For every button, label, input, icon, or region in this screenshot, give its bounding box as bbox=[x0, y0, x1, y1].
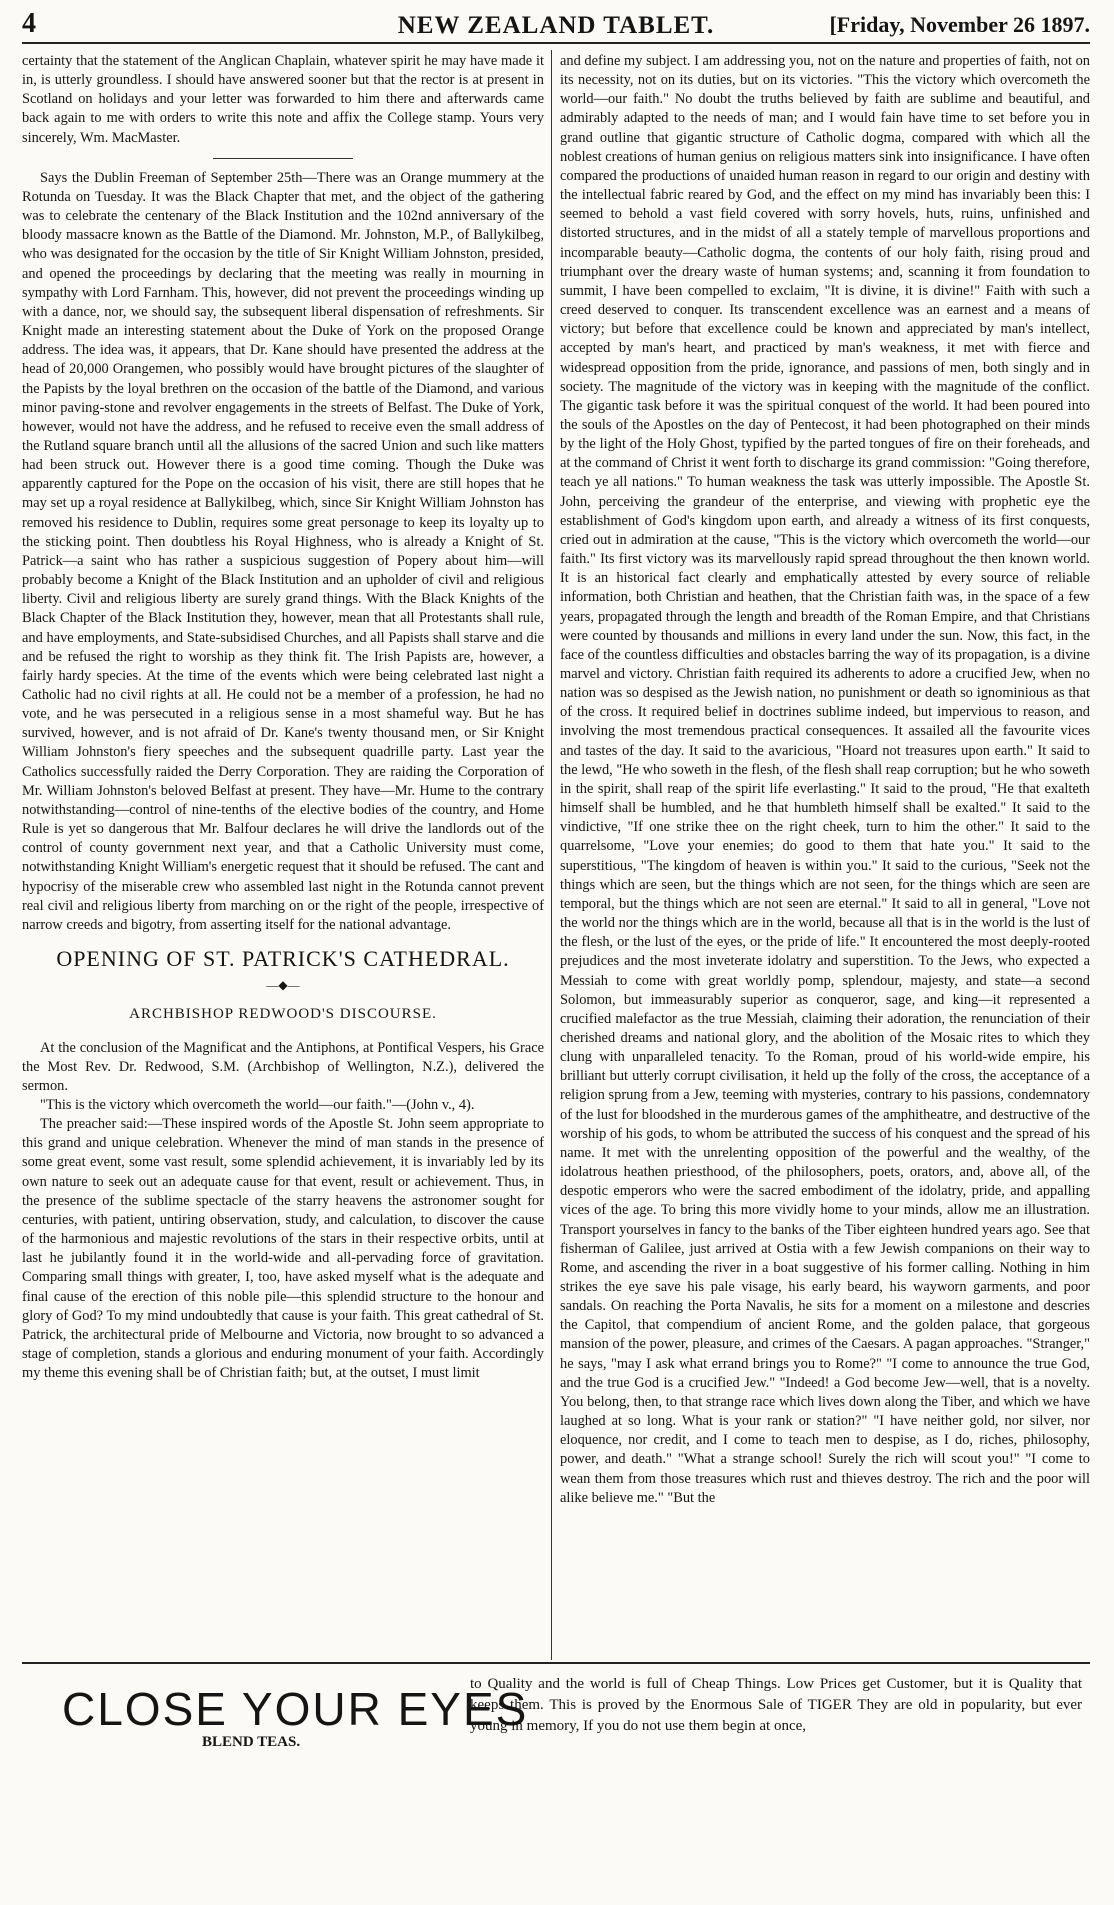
page-number: 4 bbox=[22, 8, 36, 39]
sermon-intro-paragraph: At the conclusion of the Magnificat and the Antiphons, at Pontifical Vespers, his Grace the Most Rev. Dr. Redwood, S.M. (Archbishop of Wellington, N.Z.), delivered the sermon. bbox=[22, 1039, 544, 1094]
sermon-text-quote: "This is the victory which overcometh the world—our faith."—(John v., 4). bbox=[40, 1096, 475, 1113]
ornament-divider: —◆— bbox=[266, 978, 300, 993]
ad-headline: CLOSE YOUR EYES bbox=[62, 1683, 529, 1735]
ad-body-text: to Quality and the world is full of Cheap Things. Low Prices get Customer, but it is Quality that keeps them. This is proved by the Enormous Sale of TIGER They are old in popularity, but ever young in memory, If you do not use them begin at once, bbox=[470, 1676, 1082, 1734]
right-column bbox=[560, 52, 1090, 1657]
separator-rule bbox=[213, 158, 353, 159]
left-column bbox=[22, 52, 544, 1657]
section-subheading: ARCHBISHOP REDWOOD'S DISCOURSE. bbox=[129, 1006, 437, 1023]
sermon-continued-paragraph: and define my subject. I am addressing you, not on the nature and properties of faith, not on its necessity, not on its duties, but on its victories. "This the victory which overcometh the world—our faith." No doubt the truths believed by faith are sublime and beautiful, and admirably adapted to the needs of man; and I would fain have time to set before you in grand outline that gigantic structure of Catholic dogma, compared with which all the noblest creations of human genius on religious matters sink into insignificance. I have often compared the productions of unaided human reason in regard to our origin and destiny with the intellectual fabric reared by God, and the effect on my mind has invariably been this: I seemed to behold a vast field covered with sorry hovels, huts, ruins, unfinished and distorted structures, and in the midst of all a stately temple of marvellous proportions and incomparable beauty—Catholic dogma, the contents of our holy faith, rising proud and triumphant over the dreary waste of human systems; and, scanning it from foundation to summit, I have been compelled to exclaim, "It is divine, it is divine!" Faith with such a creed deserved to conquer. Its transcendent excellence was an earnest and a means of victory; but before that excellence could be known and appreciated by man's intellect, accepted by man's heart, and practiced by man's weakness, it met with fierce and widespread opposition from the pride, ignorance, and passions of men, both singly and in society. The magnitude of the victory was in keeping with the magnitude of the conflict. The gigantic task before it was the spiritual conquest of the world. It had been poured into the souls of the Apostles on the day of Pentecost, it had been photographed on their minds by the light of the Holy Ghost, typified by the parted tongues of fire on their foreheads, and at the command of Christ it went forth to discharge its grand commission: "Going therefore, teach ye all nations." To human weakness the task was utterly impossible. The Apostle St. John, perceiving the grandeur of the enterprise, and viewing with prophetic eye the establishment of God's kingdom upon earth, and already a witness of its first conquests, cried out in admiration at the cause, "This is the victory which overcometh the world—our faith." Its first victory was its marvellously rapid spread throughout the then known world. It is an historical fact clearly and emphatically attested by every source of reliable information, both Christian and heathen, that the Christian faith was, in the space of a few years, propagated through the length and breadth of the Roman Empire, and that Christians were counted by thousands and millions in every land under the sun. Now, this fact, in the face of the countless difficulties and obstacles barring the way of its propagation, is a divine marvel and victory. Christian faith required its adherents to adore a crucified Jew, when no nation was so despised as the Jewish nation, no punishment or death so ignominious as that of the cross. It required belief in doctrines sublime indeed, but impervious to reason, and involving the most tremendous practical consequences. It assailed all the favourite vices and tastes of the day. It said to the avaricious, "Hoard not treasures upon earth." It said to the lewd, "He who soweth in the flesh, of the flesh shall reap corruption; but he who soweth in the spirit, shall reap of the spirit life everlasting." It said to the proud, "He that exalteth himself shall be humbled, and he that humbleth himself shall be exalted." It said to the vindictive, "If one strike thee on the right cheek, turn to him the other." It said to the quarrelsome, "Love your enemies; do good to them that hate you." It said to the superstitious, "The kingdom of heaven is within you." It said to the curious, "Seek not the things which are seen, but the things which are not seen, for the things which are seen are temporal, but the things which are not seen are eternal." It said to all in general, "Love not the world nor the things which are in the world, because all that is in the world is the lust of the flesh, or the lust of the eyes, or the pride of life." It encountered the most deeply-rooted prejudices and the most inveterate idolatry and superstition. To the Jews, who expected a Messiah to come with great worldly pomp, splendour, majesty, and state—a second Solomon, but immeasurably superior as conqueror, sage, and king—it represented a crucified malefactor as the true Messiah, claiming their adoration, the renunciation of their cherished dreams and national glory, and the abolition of the Mosaic rites to which they clung with unparalleled tenacity. To the Roman, proud of his world-wide empire, his brilliant but utterly corrupt civilisation, it held up the folly of the cross, the acceptance of a religion sprung from a Jew, teeming with mysteries, contrary to his passions, condemnatory of the lust for bloodshed in the murderous games of the amphitheatre, and destructive of the worship of his gods, to whom be attributed the success of his conquest and the spread of his name. It met with the unrelenting opposition of the powerful and the wealthy, of the idolatrous heathen priesthood, of the philosophers, poets, orators, and, above all, of the despotic emperors who were the sacred embodiment of the idolatry, pride, and appalling vices of the age. To bring this more vividly home to your minds, allow me an illustration. Transport yourselves in fancy to the banks of the Tiber eighteen hundred years ago. See that fisherman of Galilee, just arrived at Ostia with a few Jewish companions on their way to Rome, and ascending the river in a boat suggestive of his former calling. Nothing in him strikes the eye save his pale visage, his early beard, his wayworn garments, and poor sandals. On reaching the Porta Navalis, he sits for a moment on a milestone and descries the Capitol, that compendium of ancient Rome, and the golden palace, that gorgeous mansion of the power, pleasure, and crimes of the Caesars. A pagan approaches. "Stranger," he says, "may I ask what errand brings you to Rome?" "I come to announce the true God, and the true God is a crucified Jew." "Indeed! a God become Jew—well, that is a novelty. You belong, then, to that strange race which lives down along the Tiber, and which we have laughed at so long. What is your rank or station?" "I have neither gold, nor silver, nor eloquence, nor credit, and I come to teach men to despise, as I do, riches, philosophy, power, and death." "What a strange school! Surely the rich will scout you!" "I come to wean them from those treasures which rust and thieves destroy. The rich and the poor will alike believe me." "But the bbox=[560, 53, 1090, 1506]
freeman-article-paragraph: Says the Dublin Freeman of September 25th—There was an Orange mummery at the Rotunda on Tuesday. It was the Black Chapter that met, and the object of the gathering was to celebrate the centenary of the Black Institution and the 102nd anniversary of the bloody massacre known as the Battle of the Diamond. Mr. Johnston, M.P., of Ballykilbeg, who was designated for the occasion by the title of Sir Knight William Johnston, presided, and opened the proceedings by declaring that the meeting was really in mourning in sympathy with Lord Farnham. This, however, did not prevent the proceedings winding up with a dance, nor, we should say, the subsequent liberal dispensation of refreshments. Sir Knight made an interesting statement about the Duke of York on the proposed Orange address. The idea was, it appears, that Dr. Kane should have presented the address at the head of 20,000 Orangemen, who possibly would have brought pictures of the slaughter of the Papists by the loyal brethren on the occasion of the battle of the Diamond, and various minor paving-stone and revolver engagements in the streets of Belfast. The Duke of York, however, would not have the address, and he refused to receive even the small address of the Rutland square branch until all the allusions of the sacred Union and such like matters had been struck out. However there is a good time coming. Though the Duke was apparently captured for the Pope on the occasion of his visit, there are still hopes that he may set up a royal residence at Ballykilbeg, which, since Sir Knight William Johnston has removed his residence to Dublin, requires some great personage to keep its loyalty up to the sticking point. Then doubtless his Royal Highness, who is already a Knight of St. Patrick—a saint who has rather a suspicious suggestion of Popery about him—will probably become a Knight of the Black Institution and an upholder of civil and religious liberty. Civil and religious liberty are surely grand things. With the Black Knights of the Black Chapter of the Black Institution they, however, mean that all Protestants shall rule, and have employments, and State-subsidised Churches, and all Papists shall starve and die and be refused the right to worship as they think fit. The Irish Papists are, however, a fairly hardy species. At the time of the events which were being celebrated last night a Catholic had no civil rights at all. He could not be a member of a profession, he had no vote, and he was persecuted in a religious sense in a most shameful way. But he has survived, however, and is not afraid of Dr. Kane's twenty thousand men, or Sir Knight William Johnston's fiery speeches and the subsequent quadrille party. Last year the Catholics successfully raided the Derry Corporation. They are raiding the Corporation of Mr. William Johnston's beloved Belfast at present. They have—Mr. Hume to the contrary notwithstanding—control of nine-tenths of the elective bodies of the country, and Home Rule is yet so dangerous that Mr. Balfour declares he will drive the landlords out of the control of county government next year, and that a Catholic University must come, notwithstanding Knight William's energetic request that it should be refused. The cant and hypocrisy of the miserable crew who assembled last night in the Rotunda cannot prevent real civil and religious liberty from marching on or the right of the people, irrespective of narrow creeds and bigotry, from asserting itself for the national advantage. bbox=[22, 169, 544, 933]
sermon-body-paragraph: The preacher said:—These inspired words of the Apostle St. John seem appropriate to this grand and unique celebration. Whenever the mind of man stands in the presence of some great event, some vast result, some splendid achievement, it is invariably led by its own nature to seek out an adequate cause for that event, result or achievement. Thus, in the presence of the sublime spectacle of the starry heavens the astronomer sought for centuries, with patient, untiring observation, study, and calculation, to discover the cause of the harmonious and majestic revolutions of the stars in their respective orbits, until at last he jubilantly found it in the world-wide and all-pervading force of gravitation. Comparing small things with greater, I, too, have asked myself what is the adequate and final cause of the erection of this noble pile—this splendid structure to the honour and glory of God? To my mind undoubtedly that cause is your faith. This great cathedral of St. Patrick, the architectural pride of Melbourne and Victoria, now brought to so advanced a stage of completion, stands a glorious and enduring monument of your faith. Accordingly my theme this evening shall be of Christian faith; but, at the outset, I must limit bbox=[22, 1116, 544, 1382]
section-heading: OPENING OF ST. PATRICK'S CATHEDRAL. bbox=[56, 946, 510, 972]
column-divider bbox=[551, 50, 552, 1660]
letter-ending-paragraph: certainty that the statement of the Anglican Chaplain, whatever spirit he may have made it in, is utterly groundless. I should have answered sooner but that the rector is at present in Scotland on holidays and your letter was forwarded to him there and afterwards came back again to me with orders to write this note and affix the College stamp. Yours very sincerely, Wm. MacMaster. bbox=[22, 53, 544, 146]
issue-date: [Friday, November 26 1897. bbox=[829, 12, 1090, 37]
advertisement-banner bbox=[22, 1662, 1090, 1754]
newspaper-title: NEW ZEALAND TABLET. bbox=[397, 12, 715, 39]
page-header bbox=[22, 8, 1090, 44]
ad-brand: BLEND TEAS. bbox=[202, 1734, 301, 1750]
